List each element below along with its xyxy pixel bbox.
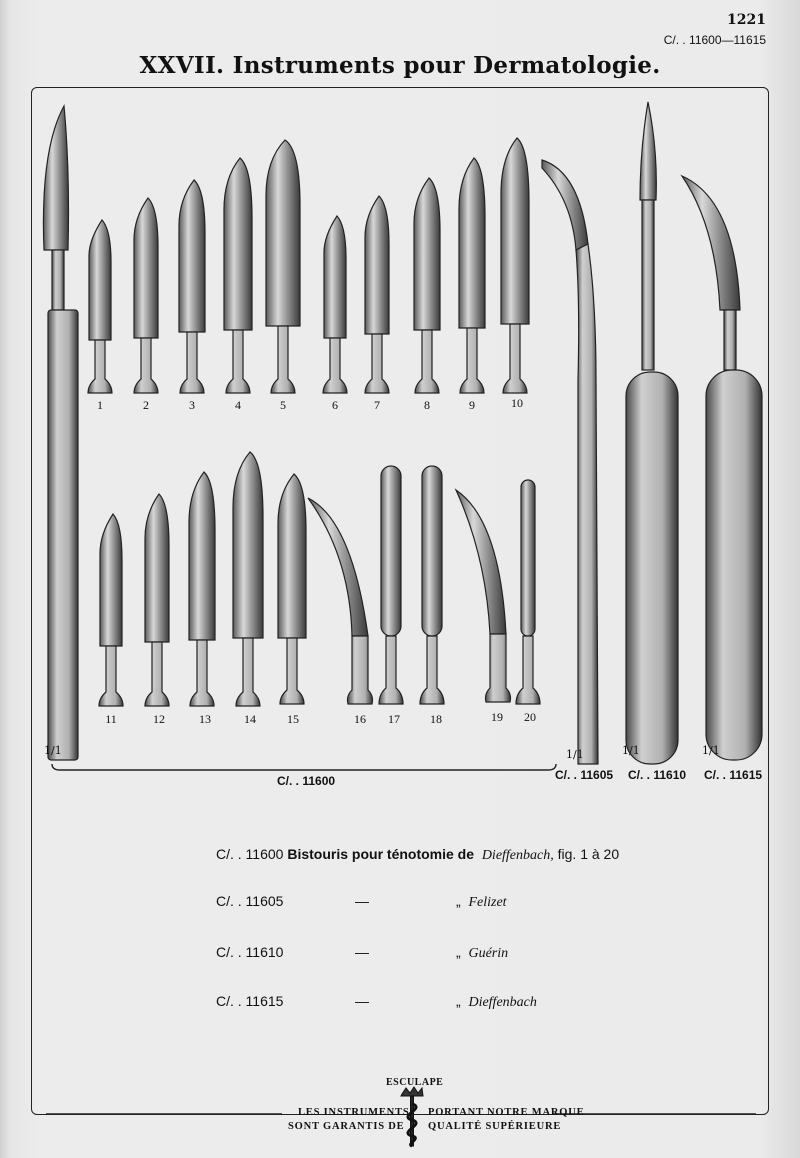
scalpel-shank (145, 642, 169, 706)
scalpel-blade (501, 138, 529, 324)
rounded-blade (381, 466, 401, 636)
scalpel-blade (459, 158, 485, 328)
scalpel-blade (100, 514, 122, 646)
scale-mark: 1/1 (566, 748, 584, 761)
felizet-blade (542, 160, 588, 250)
figure-number: 9 (469, 398, 475, 412)
description-dash: — (355, 993, 369, 1009)
scalpel-blade (89, 220, 111, 340)
figure-number: 15 (287, 712, 299, 726)
scalpel-shank (88, 340, 112, 393)
figure-number: 1 (97, 398, 103, 412)
description-text: Bistouris pour ténotomie de (287, 846, 475, 862)
scale-mark: 1/1 (44, 744, 62, 757)
rounded-blade (521, 480, 535, 636)
scalpel-shank (236, 638, 260, 706)
description-ditto: „ Felizet (456, 893, 507, 910)
figure-number: 19 (491, 710, 503, 724)
guarantee-right-1: PORTANT NOTRE MARQUE (428, 1107, 585, 1118)
figure-number: 2 (143, 398, 149, 412)
scale-mark: 1/1 (622, 744, 640, 757)
curved-blade (456, 490, 506, 634)
scalpel-illustrations (43, 102, 762, 764)
scalpel-shank (460, 328, 484, 393)
scalpel-shank (323, 338, 347, 393)
guarantee-right-2: QUALITÉ SUPÉRIEURE (428, 1121, 562, 1132)
long-knife-blade (43, 106, 68, 250)
scalpel-blade (233, 452, 263, 638)
scalpel-blade (324, 216, 346, 338)
figure-number: 16 (354, 712, 366, 726)
catalog-range: C/. . 11600—11615 (663, 33, 766, 47)
figure-number: 7 (374, 398, 380, 412)
figure-number: 11 (105, 712, 117, 726)
figure-number: 10 (511, 396, 523, 410)
curved-blade (308, 498, 368, 636)
scalpel-shank (180, 332, 204, 393)
guarantee-left-2: SONT GARANTIS DE (288, 1121, 405, 1132)
description-ditto: „ Guérin (456, 944, 509, 961)
description-dash: — (355, 944, 369, 960)
figure-number: 8 (424, 398, 430, 412)
guerin-handle (626, 372, 678, 764)
scalpel-shank (503, 324, 527, 393)
scalpel-blade (365, 196, 389, 334)
description-name: Felizet (468, 895, 507, 910)
figure-number: 20 (524, 710, 536, 724)
scalpel-blade (179, 180, 205, 332)
scalpel-shank (190, 640, 214, 706)
figure-number: 6 (332, 398, 338, 412)
catalog-label-group: C/. . 11600 (277, 774, 336, 788)
scalpel-shank (486, 634, 511, 702)
scalpel-shank (415, 330, 439, 393)
figure-number: 18 (430, 712, 442, 726)
scale-mark: 1/1 (702, 744, 720, 757)
long-knife-shank (52, 250, 64, 310)
description-name: Dieffenbach (468, 995, 537, 1010)
description-suffix: fig. 1 à 20 (557, 846, 620, 862)
scalpel-shank (516, 636, 540, 704)
page-title: XXVII. Instruments pour Dermatologie. (139, 52, 661, 79)
scalpel-shank (280, 638, 304, 704)
scalpel-blade (189, 472, 215, 640)
catalog-label-dieffenbach: C/. . 11615 (704, 768, 763, 782)
description-ditto: „ Dieffenbach (456, 993, 537, 1010)
figure-number: 4 (235, 398, 241, 412)
figure-number: 12 (153, 712, 165, 726)
scalpel-shank (134, 338, 158, 393)
rounded-blade (422, 466, 442, 636)
scalpel-blade (278, 474, 306, 638)
scalpel-blade (224, 158, 252, 330)
catalog-label-felizet: C/. . 11605 (555, 768, 614, 782)
page-number: 1221 (727, 12, 766, 28)
description-row (216, 893, 283, 909)
description-name: Dieffenbach, (481, 848, 554, 863)
long-knife-handle (48, 310, 78, 760)
catalog-label-guerin: C/. . 11610 (628, 768, 687, 782)
figure-number: 5 (280, 398, 286, 412)
figure-number: 14 (244, 712, 256, 726)
dieffenbach-shank (724, 310, 736, 370)
figure-number: 13 (199, 712, 211, 726)
group-bracket (52, 764, 556, 770)
figure-number: 17 (388, 712, 400, 726)
description-number: C/. . 11610 (216, 944, 284, 960)
scalpel-shank (365, 334, 389, 393)
scalpel-shank (379, 636, 403, 704)
description-number: C/. . 11615 (216, 993, 284, 1009)
description-row (216, 846, 619, 864)
scalpel-blade (145, 494, 169, 642)
dieffenbach-blade (682, 176, 740, 310)
figure-number: 3 (189, 398, 195, 412)
guerin-shank (642, 200, 654, 370)
description-row (216, 944, 283, 960)
description-name: Guérin (468, 946, 509, 961)
scalpel-shank (99, 646, 123, 706)
guarantee-left-1: LES INSTRUMENTS (298, 1107, 410, 1118)
description-number: C/. . 11600 (216, 846, 284, 862)
scalpel-shank (226, 330, 250, 393)
scalpel-shank (271, 326, 295, 393)
dieffenbach-handle (706, 370, 762, 760)
scalpel-blade (414, 178, 440, 330)
brand-name: ESCULAPE (386, 1077, 444, 1088)
description-dash: — (355, 893, 369, 909)
scalpel-shank (420, 636, 444, 704)
description-row (216, 993, 283, 1009)
description-number: C/. . 11605 (216, 893, 284, 909)
guerin-blade (640, 102, 656, 200)
scalpel-blade (266, 140, 300, 326)
scalpel-blade (134, 198, 158, 338)
felizet-handle (576, 244, 598, 764)
scalpel-shank (348, 636, 373, 704)
